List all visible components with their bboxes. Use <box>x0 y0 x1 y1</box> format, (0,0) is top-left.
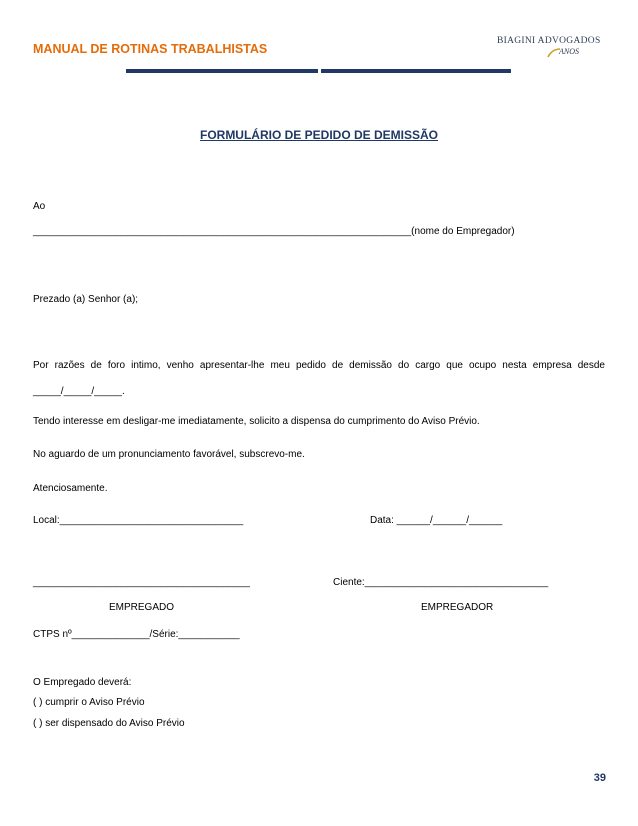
start-date-field: _____/_____/_____. <box>33 386 125 397</box>
logo-subtitle: ANOS <box>559 47 579 56</box>
options-title: O Empregado deverá: <box>33 677 132 688</box>
addressee-label: Ao <box>33 201 46 212</box>
employee-signature-line: _______________________________________ <box>33 577 250 588</box>
header-divider-left <box>126 69 318 73</box>
manual-title: MANUAL DE ROTINAS TRABALHISTAS <box>33 42 268 56</box>
greeting: Prezado (a) Senhor (a); <box>33 294 139 305</box>
page-number: 39 <box>593 772 606 784</box>
header-divider-right <box>321 69 511 73</box>
employer-acknowledgement-line: Ciente:_________________________________ <box>333 577 549 588</box>
form-title: FORMULÁRIO DE PEDIDO DE DEMISSÃO <box>199 128 438 142</box>
ctps-field: CTPS nº______________/Série:___________ <box>33 629 240 640</box>
closing-salutation: Atenciosamente. <box>33 483 108 494</box>
option-serve-notice: ( ) cumprir o Aviso Prévio <box>33 697 145 708</box>
employee-label: EMPREGADO <box>109 602 175 613</box>
local-field: Local:_________________________________ <box>33 515 244 526</box>
logo-name: BIAGINI ADVOGADOS <box>497 36 601 46</box>
date-field: Data: ______/______/______ <box>370 515 503 526</box>
company-logo <box>497 36 607 62</box>
closing-paragraph: No aguardo de um pronunciamento favorável, subscrevo-me. <box>33 449 305 460</box>
employer-label: EMPREGADOR <box>421 602 494 613</box>
resignation-paragraph: Por razões de foro intimo, venho apresentar-lhe meu pedido de demissão do cargo que ocupo nesta empresa desde <box>33 360 605 371</box>
notice-waiver-paragraph: Tendo interesse em desligar-me imediatamente, solicito a dispensa do cumprimento do Aviso Prévio. <box>33 416 480 427</box>
employer-name-field: ____________________________________________________________________(nome do Empregador) <box>33 226 515 237</box>
option-waive-notice: ( ) ser dispensado do Aviso Prévio <box>33 718 185 729</box>
